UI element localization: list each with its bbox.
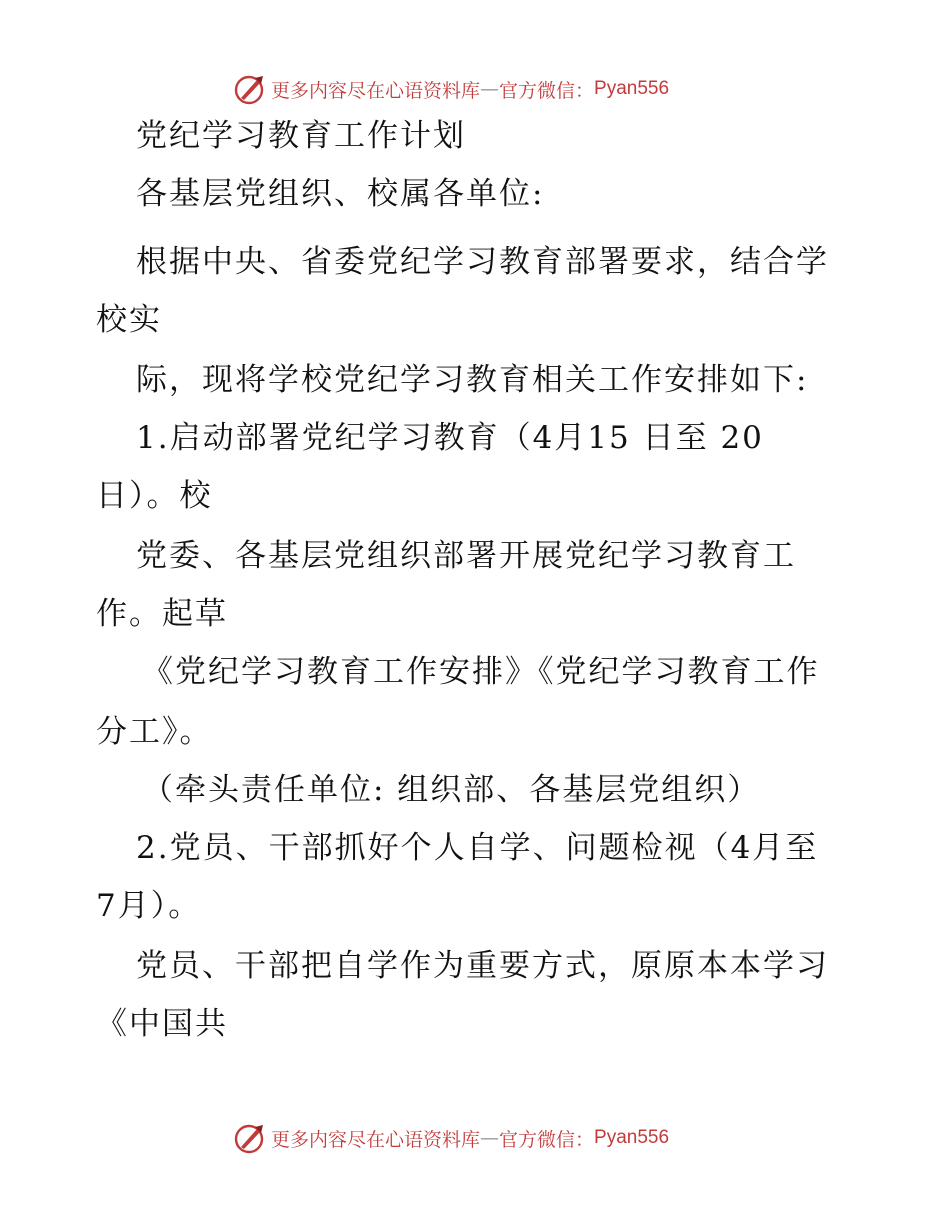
watermark-handle: Pyan556 (594, 78, 670, 99)
watermark-separator: — (480, 78, 500, 100)
text-line: 党员、干部把自学作为重要方式，原原本本学习 (136, 948, 829, 984)
text-line: 1.启动部署党纪学习教育（4月15 日至 20 (136, 420, 764, 456)
text-line: 际，现将学校党纪学习教育相关工作安排如下: (136, 362, 809, 398)
text-line: 作。起草 (96, 596, 228, 632)
text-line: 校实 (96, 302, 162, 338)
text-line: 《党纪学习教育工作安排》《党纪学习教育工作 (142, 654, 820, 690)
watermark-handle: Pyan556 (594, 1127, 670, 1148)
text-line: 日）。校 (96, 478, 213, 514)
text-line: 各基层党组织、校属各单位: (136, 176, 545, 212)
text-line: 分工》。 (96, 714, 213, 750)
watermark-text: 更多内容尽在心语资料库 (271, 79, 481, 102)
text-line: 党委、各基层党组织部署开展党纪学习教育工 (136, 538, 796, 574)
watermark-suffix: 官方微信： (499, 1128, 595, 1151)
watermark-separator: — (480, 1127, 500, 1149)
text-line: 2.党员、干部抓好个人自学、问题检视（4月至 (136, 830, 819, 866)
text-line: （牵头责任单位: 组织部、各基层党组织） (142, 772, 761, 808)
watermark-text: 更多内容尽在心语资料库 (271, 1128, 481, 1151)
quill-logo-icon (233, 1121, 267, 1155)
document-title: 党纪学习教育工作计划 (136, 118, 466, 154)
quill-logo-icon (233, 72, 267, 106)
watermark-suffix: 官方微信： (499, 79, 595, 102)
text-line: 7月）。 (96, 888, 202, 924)
header-watermark (233, 72, 669, 106)
footer-watermark (233, 1121, 669, 1155)
text-line: 《中国共 (96, 1006, 228, 1042)
text-line: 根据中央、省委党纪学习教育部署要求，结合学 (136, 244, 829, 280)
